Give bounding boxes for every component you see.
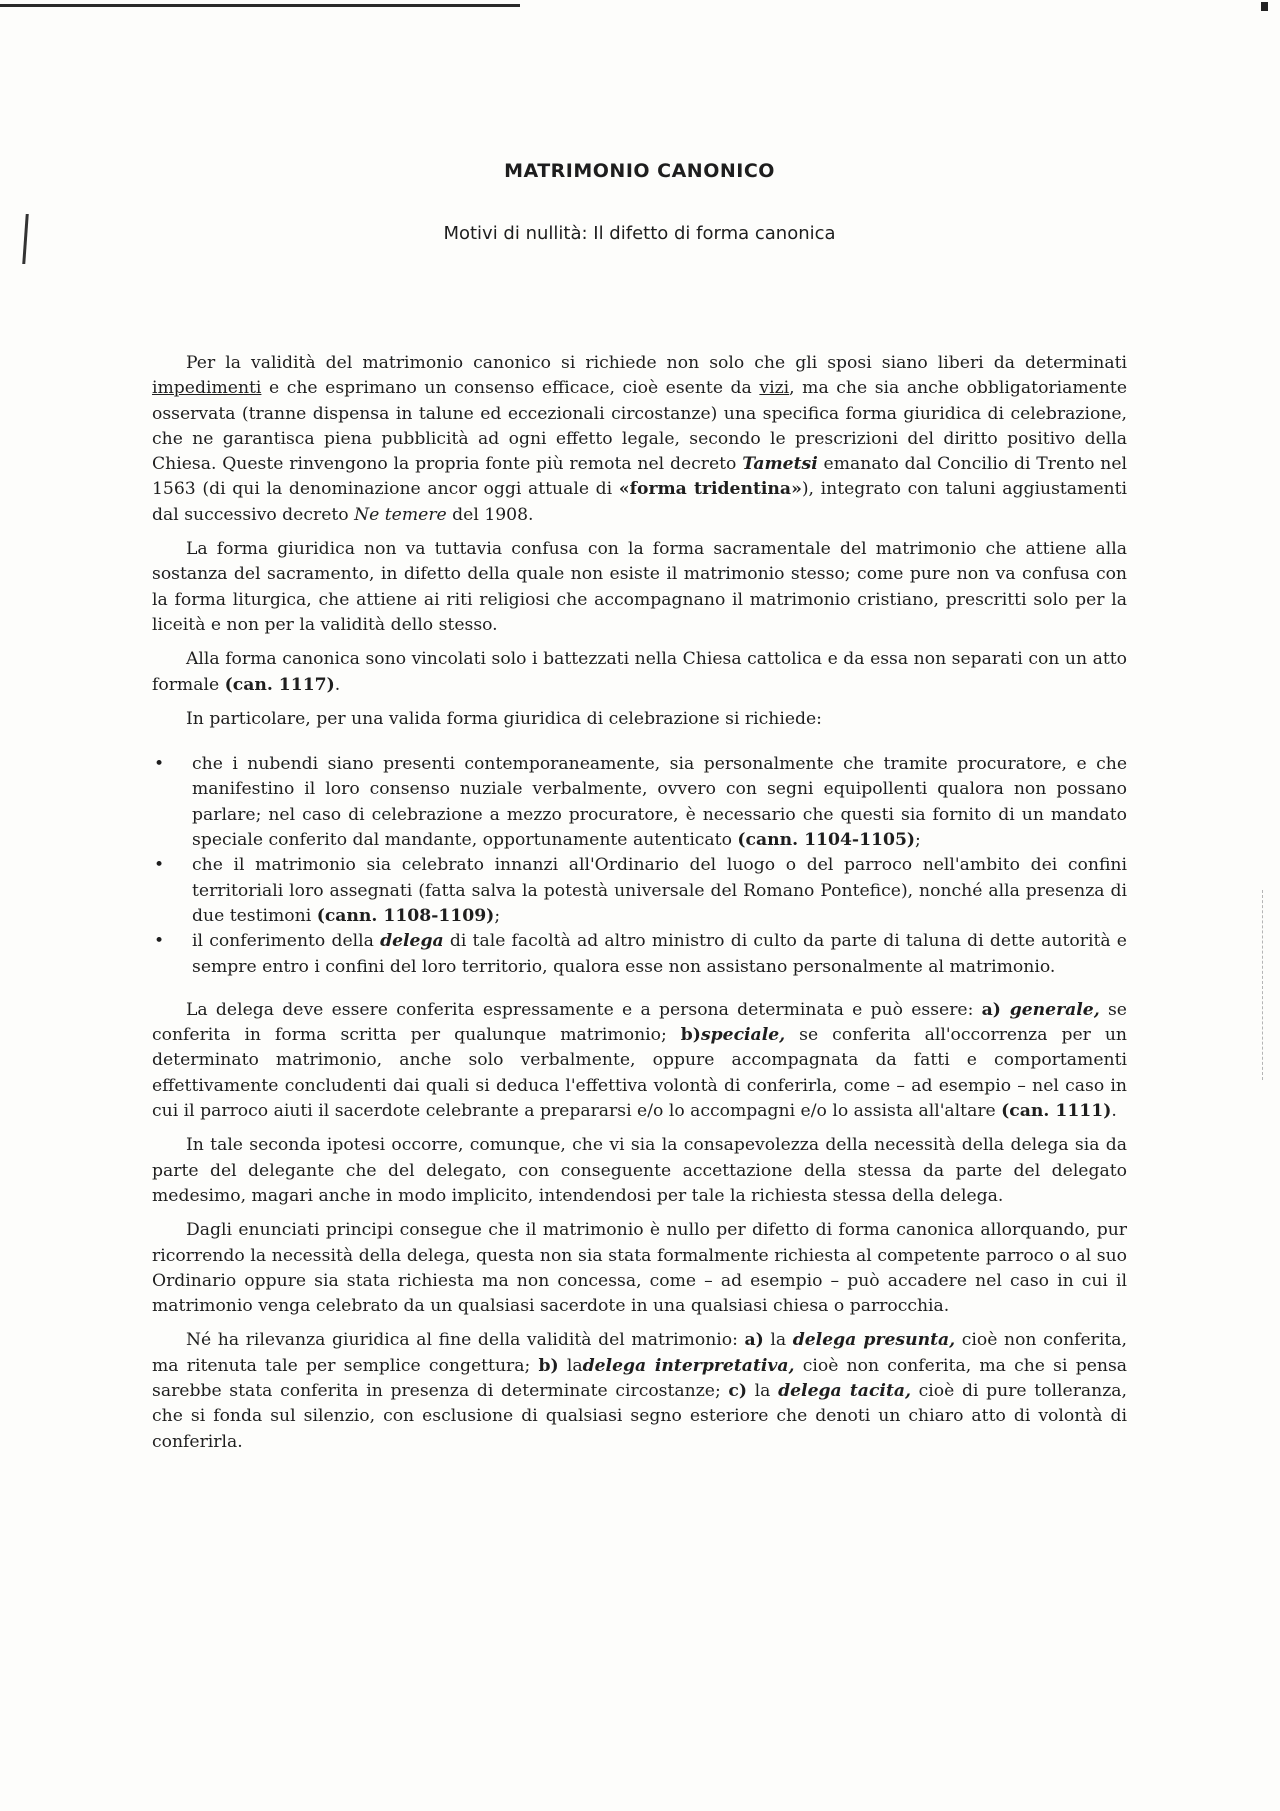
canon-reference: (cann. 1108-1109) [316,905,495,926]
requirements-list [152,752,1127,980]
paragraph-text: la [558,1355,583,1376]
paragraph-text: se conferita all'occorrenza per un determinato matrimonio, anche solo verbalmente, oppure accompagnata da fatti e comportamenti effettivamente concludenti dai quali si deduca l'effettiva volontà di conferirla, come – ad esempio – nel caso in cui il parroco aiuti il sacerdote celebrante a prepararsi e/o lo accompagni e/o lo assista all'altare [152,1025,1127,1122]
paragraph-text: Né ha rilevanza giuridica al fine della validità del matrimonio: [186,1330,745,1351]
delega-interpretativa-term: delega interpretativa, [582,1355,795,1376]
list-item-text: ; [494,905,501,926]
paragraph-text: Alla forma canonica sono vincolati solo i battezzati nella Chiesa cattolica e da essa non separati con un atto formale [152,649,1127,695]
forma-tridentina-term: «forma tridentina» [618,479,802,500]
list-item-text: che il matrimonio sia celebrato innanzi all'Ordinario del luogo o del parroco nell'ambito dei confini territoriali loro assegnati (fatta salva la potestà universale del Romano Pontefice), nonché alla presenza di due testimoni [192,855,1127,926]
paragraph-text: La delega deve essere conferita espressamente e a persona determinata e può essere: [186,999,982,1020]
list-item-text: ; [915,830,921,851]
document-title: MATRIMONIO CANONICO [504,160,775,182]
canon-reference: (can. 1111) [1001,1101,1112,1122]
speciale-term: speciale, [700,1025,786,1046]
paragraph-text: , ma che sia anche obbligatoriamente osservata (tranne dispensa in talune ed eccezionali circostanze) una specifica forma giuridica di celebrazione, che ne garantisca piena pubblicità ad ogni effetto legale, secondo le prescrizioni del diritto positivo della Chiesa. Queste rinvengono la propria fonte più remota nel decreto [152,378,1127,475]
bullet-icon: • [154,855,165,876]
paragraph-text: . [1111,1101,1117,1122]
scan-margin-dots [1262,890,1263,1080]
paragraph-text: emanato dal Concilio di Trento nel 1563 (di qui la denominazione ancor oggi attuale di [152,454,1127,500]
delega-tacita-term: delega tacita, [778,1380,911,1401]
paragraph-1 [152,351,1127,528]
tametsi-term: Tametsi [742,454,818,475]
paragraph-text: ), integrato con taluni aggiustamenti dal successivo decreto [152,479,1128,525]
paragraph-text: la [747,1380,779,1401]
document-body [152,351,1127,1464]
paragraph-5 [152,998,1127,1124]
paragraph-text: cioè non conferita, ma ritenuta tale per semplice congettura; [152,1330,1127,1376]
list-item [154,752,1127,853]
canon-reference: (cann. 1104-1105) [737,830,916,851]
paragraph-4: In particolare, per una valida forma giuridica di celebrazione si richiede: [186,708,822,729]
delega-term: delega [380,931,444,952]
paragraph-text: la [763,1330,793,1351]
item-label: c) [728,1380,748,1401]
canon-reference: (can. 1117) [224,674,335,695]
paragraph-7: Dagli enunciati principi consegue che il matrimonio è nullo per difetto di forma canonica allorquando, pur ricorrendo la necessità della delega, questa non sia stata formalmente richiesta al competente parroco o al suo Ordinario oppure sia stata richiesta ma non concessa, come – ad esempio – può accadere nel caso in cui il matrimonio venga celebrato da un qualsiasi sacerdote in una qualsiasi chiesa o parrocchia. [152,1220,1127,1317]
bullet-icon: • [154,754,165,775]
paragraph-3 [152,647,1127,698]
list-item-text: di tale facoltà ad altro ministro di culto da parte di taluna di dette autorità e sempre entro i confini del loro territorio, qualora esse non assistano personalmente al matrimonio. [192,931,1127,977]
vizi-term: vizi [759,378,790,399]
paragraph-text: e che esprimano un consenso efficace, cioè esente da [261,378,760,399]
paragraph-6: In tale seconda ipotesi occorre, comunque, che vi sia la consapevolezza della necessità della delega sia da parte del delegante che del delegato, con conseguente accettazione della stessa da parte del delegato medesimo, magari anche in modo implicito, intendendosi per tale la richiesta stessa della delega. [152,1135,1127,1206]
paragraph-2: La forma giuridica non va tuttavia confusa con la forma sacramentale del matrimonio che attiene alla sostanza del sacramento, in difetto della quale non esiste il matrimonio stesso; come pure non va confusa con la forma liturgica, che attiene ai riti religiosi che accompagnano il matrimonio cristiano, prescritti solo per la liceità e non per la validità dello stesso. [152,539,1127,635]
item-label: b) [680,1025,701,1046]
generale-term: generale, [1009,999,1100,1020]
bullet-icon: • [154,931,165,952]
paragraph-8 [152,1328,1127,1454]
paragraph-text: cioè non conferita, ma che si pensa sarebbe stata conferita in presenza di determinate circostanze; [152,1355,1128,1401]
list-item [154,929,1127,980]
scan-margin-mark [22,214,28,264]
paragraph-text: se conferita in forma scritta per qualunque matrimonio; [152,999,1127,1046]
scan-border-line [0,4,520,7]
paragraph-text: . [334,674,341,695]
list-item [154,853,1127,929]
ne-temere-term: Ne temere [354,504,447,525]
list-item-text: che i nubendi siano presenti contemporaneamente, sia personalmente che tramite procuratore, e che manifestino il loro consenso nuziale verbalmente, ovvero con segni equipollenti qualora non possano parlare; nel caso di celebrazione a mezzo procuratore, è necessario che questi sia fornito di un mandato speciale conferito dal mandante, opportunamente autenticato [192,754,1127,851]
document-subtitle: Motivi di nullità: Il difetto di forma canonica [443,223,836,244]
paragraph-text: cioè di pure tolleranza, che si fonda sul silenzio, con esclusione di qualsiasi segno esteriore che denoti un chiaro atto di volontà di conferirla. [152,1380,1127,1452]
list-item-text: il conferimento della [192,931,381,952]
impedimenti-term: impedimenti [152,378,262,399]
paragraph-text: del 1908. [446,504,534,525]
paragraph-text: Per la validità del matrimonio canonico si richiede non solo che gli sposi siano liberi da determinati [186,353,1127,373]
delega-presunta-term: delega presunta, [792,1330,956,1351]
scan-corner-mark [1261,2,1268,11]
item-label: b) [538,1355,559,1376]
item-label: a) [981,999,1010,1020]
item-label: a) [744,1330,764,1351]
